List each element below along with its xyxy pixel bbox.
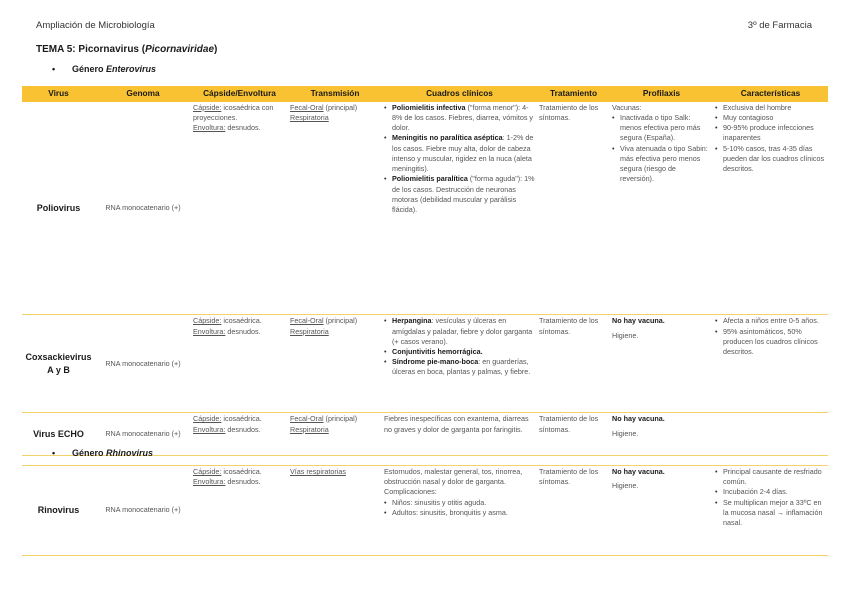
- genus-name: Enterovirus: [106, 64, 157, 74]
- column-header-features: Características: [713, 86, 828, 102]
- virus-name: Virus ECHO: [22, 413, 95, 456]
- genome-cell: RNA monocatenario (+): [95, 315, 191, 413]
- genome-cell: RNA monocatenario (+): [95, 102, 191, 315]
- genome-cell: RNA monocatenario (+): [95, 413, 191, 456]
- transmission-respiratory: Respiratoria: [290, 113, 329, 122]
- capsid-cell: [191, 102, 288, 315]
- clinical-item: [384, 103, 535, 134]
- transmission-cell: [288, 466, 382, 556]
- prophylaxis-cell: [610, 466, 713, 556]
- envelope-label: Envoltura:: [193, 424, 226, 434]
- column-header-treatment: Tratamiento: [537, 86, 610, 102]
- table-row-rinovirus: [22, 466, 828, 556]
- column-header-genome: Genoma: [95, 86, 191, 102]
- column-header-capsid: Cápside/Envoltura: [191, 86, 288, 102]
- features-cell: [713, 413, 828, 456]
- treatment-cell: Tratamiento de los síntomas.: [537, 102, 610, 315]
- prophylaxis-text: Higiene.: [612, 330, 639, 340]
- treatment-cell: Tratamiento de los síntomas.: [537, 315, 610, 413]
- table-header-row: [22, 86, 828, 102]
- prophylaxis-title: No hay vacuna.: [612, 467, 665, 476]
- clinical-item: [384, 316, 535, 347]
- enterovirus-table: [22, 86, 828, 456]
- transmission-fecal: Fecal-Oral: [290, 102, 324, 112]
- transmission-fecal: Fecal-Oral: [290, 316, 324, 326]
- features-cell: [713, 466, 828, 556]
- prophylaxis-cell: [610, 413, 713, 456]
- transmission-respiratory: Vías respiratorias: [290, 467, 346, 476]
- envelope-text: desnudos.: [225, 477, 261, 487]
- prophylaxis-intro: Vacunas:: [612, 102, 642, 112]
- bullet-icon: •: [52, 64, 56, 74]
- transmission-fecal-note: (principal): [323, 316, 358, 326]
- feature-item: • Principal causante de resfriado común.: [715, 467, 826, 487]
- rhinovirus-table: [22, 465, 828, 556]
- transmission-cell: [288, 102, 382, 315]
- prophylaxis-text: Higiene.: [612, 481, 639, 491]
- prophylaxis-item: • Viva atenuada o tipo Sabin: más efectiva pero menos segura (riesgo de reversión).: [612, 144, 711, 185]
- clinical-item-title: Herpangina: [392, 316, 432, 326]
- clinical-item-text: : vesículas y úlceras en amígdalas y paladar, fiebre y dolor garganta (+ casos verano).: [392, 316, 533, 346]
- clinical-item-text: : en guarderías, úlceras en boca, plantas y palmas, y fiebre.: [392, 357, 531, 377]
- capsid-label: Cápside:: [193, 414, 222, 424]
- clinical-item: [384, 347, 535, 357]
- clinical-cell: Fiebres inespecíficas con exantema, diarreas no graves y dolor de garganta por faringitis.: [382, 413, 537, 456]
- course-year: 3º de Farmacia: [747, 20, 812, 31]
- envelope-label: Envoltura:: [193, 123, 226, 133]
- treatment-cell: Tratamiento de los síntomas.: [537, 466, 610, 556]
- feature-item: • 90-95% produce infecciones inaparentes: [715, 123, 826, 143]
- prophylaxis-title: No hay vacuna.: [612, 316, 665, 326]
- transmission-respiratory: Respiratoria: [290, 326, 329, 336]
- genus-enterovirus: [52, 64, 156, 74]
- clinical-item: • Adultos: sinusitis, bronquitis y asma.: [384, 508, 535, 518]
- features-cell: [713, 315, 828, 413]
- clinical-item-text: ("forma menor"): 4-8% de los casos. Fiebres, diarrea, vómitos y dolor.: [392, 102, 534, 133]
- feature-item: • Se multiplican mejor a 33ºC en la mucosa nasal → inflamación nasal.: [715, 498, 826, 529]
- feature-item: • Afecta a niños entre 0-5 años.: [715, 316, 826, 326]
- prophylaxis-cell: [610, 102, 713, 315]
- clinical-item-title: Poliomielitis paralítica: [392, 174, 468, 184]
- column-header-clinical: Cuadros clínicos: [382, 86, 537, 102]
- genus-prefix: Género: [72, 64, 107, 74]
- capsid-cell: [191, 413, 288, 456]
- clinical-item-title: Síndrome pie-mano-boca: [392, 357, 479, 367]
- column-header-transmission: Transmisión: [288, 86, 382, 102]
- transmission-cell: [288, 413, 382, 456]
- prophylaxis-text: Higiene.: [612, 428, 639, 438]
- clinical-item: [384, 357, 535, 377]
- table-row-coxsackievirus: [22, 315, 828, 413]
- capsid-text: icosaédrica.: [221, 414, 262, 424]
- capsid-cell: [191, 466, 288, 556]
- capsid-label: Cápside:: [193, 316, 222, 326]
- clinical-intro: Estornudos, malestar general, tos, rinorrea, obstrucción nasal y dolor de garganta. Complicaciones:: [384, 467, 523, 497]
- feature-item: • Muy contagioso: [715, 113, 826, 123]
- page-header: [36, 20, 812, 34]
- bullet-icon: •: [52, 448, 56, 458]
- virus-name: Coxsackievirus A y B: [22, 315, 95, 413]
- topic-title: [36, 44, 217, 55]
- genus-rhinovirus: [52, 448, 153, 458]
- topic-title-prefix: TEMA 5: Picornavirus (: [36, 44, 146, 55]
- topic-title-family: Picornaviridae: [145, 44, 215, 55]
- envelope-label: Envoltura:: [193, 326, 226, 336]
- capsid-text: icosaédrica.: [221, 467, 262, 476]
- feature-item: • Exclusiva del hombre: [715, 103, 826, 113]
- genus-prefix: Género: [72, 448, 107, 458]
- envelope-label: Envoltura:: [193, 477, 226, 487]
- treatment-cell: Tratamiento de los síntomas.: [537, 413, 610, 456]
- course-name: Ampliación de Microbiología: [36, 20, 155, 31]
- transmission-respiratory: Respiratoria: [290, 424, 329, 434]
- clinical-item-title: Conjuntivitis hemorrágica.: [392, 346, 483, 356]
- genome-cell: RNA monocatenario (+): [95, 466, 191, 556]
- prophylaxis-title: No hay vacuna.: [612, 414, 665, 424]
- clinical-cell: [382, 466, 537, 556]
- genus-name: Rhinovirus: [106, 448, 154, 458]
- capsid-text: icosaédrica.: [221, 316, 262, 326]
- capsid-text: icosaédrica con proyecciones.: [193, 102, 274, 122]
- capsid-cell: [191, 315, 288, 413]
- prophylaxis-cell: [610, 315, 713, 413]
- virus-name: Rinovirus: [22, 466, 95, 556]
- feature-item: • 95% asintomáticos, 50% producen los cuadros clínicos descritos.: [715, 327, 826, 358]
- table-row-poliovirus: [22, 102, 828, 315]
- clinical-item-title: Poliomielitis infectiva: [392, 102, 466, 112]
- column-header-virus: Virus: [22, 86, 95, 102]
- capsid-label: Cápside:: [193, 102, 222, 112]
- clinical-item-title: Meningitis no paralítica aséptica: [392, 133, 503, 143]
- topic-title-suffix: ): [214, 44, 218, 55]
- clinical-item: [384, 174, 535, 215]
- clinical-item: • Niños: sinusitis y otitis aguda.: [384, 498, 535, 508]
- clinical-item-text: ("forma aguda"): 1% de los casos. Destrucción de neuronas motoras (debilidad muscular y parálisis flácida).: [392, 174, 535, 214]
- transmission-fecal-note: (principal): [323, 414, 358, 424]
- virus-name: Poliovirus: [22, 102, 95, 315]
- transmission-fecal: Fecal-Oral: [290, 414, 324, 424]
- features-cell: [713, 102, 828, 315]
- capsid-label: Cápside:: [193, 467, 222, 476]
- clinical-item: [384, 133, 535, 174]
- transmission-fecal-note: (principal): [323, 102, 358, 112]
- clinical-cell: [382, 102, 537, 315]
- prophylaxis-item: • Inactivada o tipo Salk: menos efectiva pero más segura (España).: [612, 113, 711, 144]
- feature-item: • 5-10% casos, tras 4-35 días pueden dar los cuadros clínicos descritos.: [715, 144, 826, 175]
- envelope-text: desnudos.: [225, 424, 261, 434]
- envelope-text: desnudos.: [225, 123, 261, 133]
- feature-item: • Incubación 2-4 días.: [715, 487, 826, 497]
- envelope-text: desnudos.: [225, 326, 261, 336]
- transmission-cell: [288, 315, 382, 413]
- clinical-item-text: : 1-2% de los casos. Fiebre muy alta, dolor de cabeza intenso y muscular, rigidez en la nuca (aleta meningitis).: [392, 133, 534, 174]
- clinical-cell: [382, 315, 537, 413]
- column-header-prophylaxis: Profilaxis: [610, 86, 713, 102]
